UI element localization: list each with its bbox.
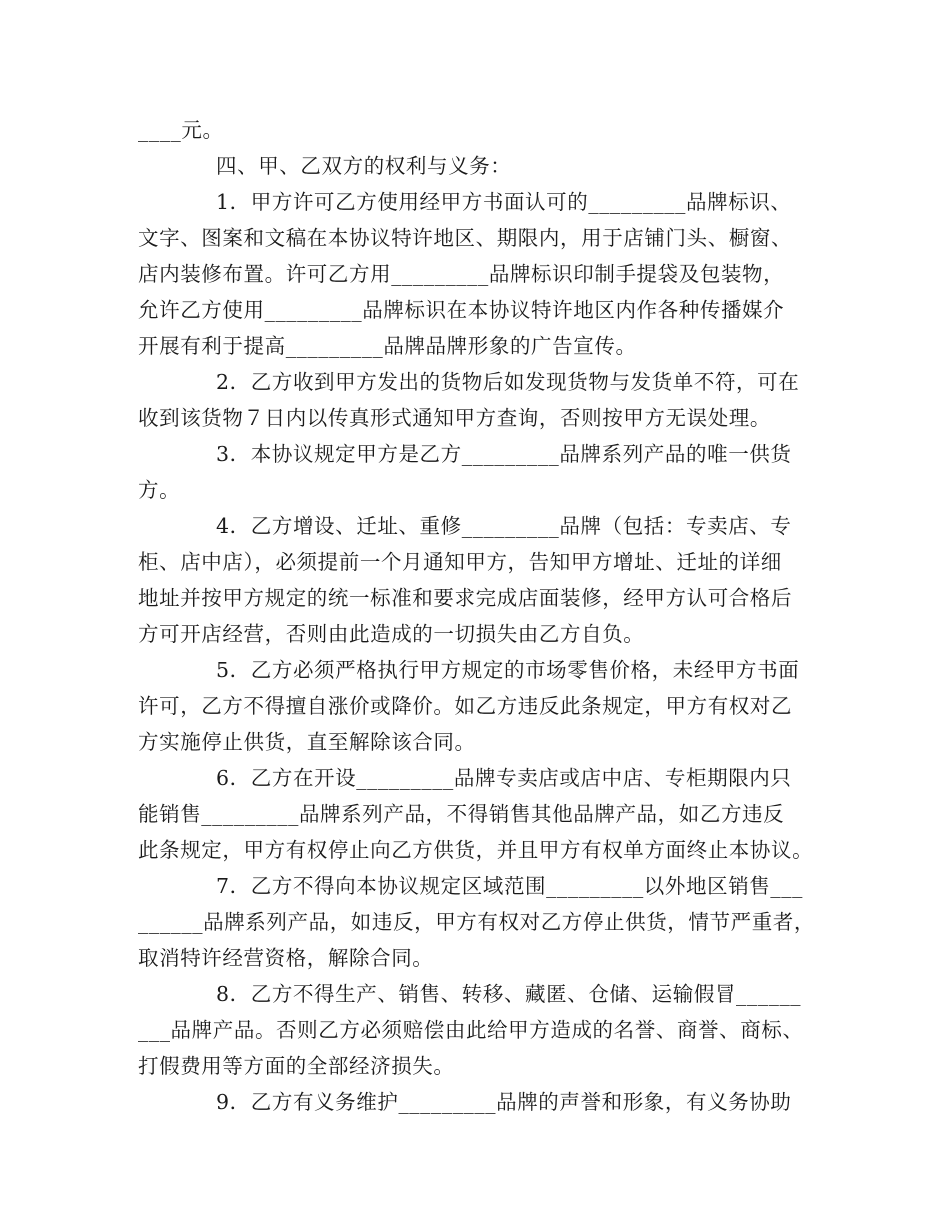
clause-4-line-1: 4．乙方增设、迁址、重修_________品牌（包括：专卖店、专 — [216, 514, 792, 538]
clause-6-line-3: 此条规定，甲方有权停止向乙方供货，并且甲方有权单方面终止本协议。 — [138, 838, 814, 862]
clause-4-line-2: 柜、店中店），必须提前一个月通知甲方，告知甲方增址、迁址的详细 — [138, 550, 782, 574]
text-line: ____元。 — [138, 118, 224, 142]
clause-1-line-2: 文字、图案和文稿在本协议特许地区、期限内，用于店铺门头、橱窗、 — [138, 226, 793, 250]
clause-4-line-3: 地址并按甲方规定的统一标准和要求完成店面装修，经甲方认可合格后 — [138, 586, 793, 610]
clause-2-line-1: 2．乙方收到甲方发出的货物后如发现货物与发货单不符，可在 — [216, 370, 800, 394]
clause-1-line-4: 允许乙方使用_________品牌标识在本协议特许地区内作各种传播媒介 — [138, 298, 785, 322]
clause-1-line-3: 店内装修布置。许可乙方用_________品牌标识印制手提袋及包装物， — [138, 262, 785, 286]
clause-7-line-3: 取消特许经营资格，解除合同。 — [138, 946, 434, 970]
clause-4-line-4: 方可开店经营，否则由此造成的一切损失由乙方自负。 — [138, 622, 645, 646]
clause-6-line-2: 能销售_________品牌系列产品，不得销售其他品牌产品，如乙方违反 — [138, 802, 785, 826]
clause-3-line-1: 3．本协议规定甲方是乙方_________品牌系列产品的唯一供货 — [216, 442, 792, 466]
clause-7-line-2: ______品牌系列产品，如违反，甲方有权对乙方停止供货，情节严重者， — [138, 910, 815, 934]
clause-7-line-1: 7．乙方不得向本协议规定区域范围_________以外地区销售___ — [216, 874, 803, 898]
clause-9-line-1: 9．乙方有义务维护_________品牌的声誉和形象，有义务协助 — [216, 1090, 792, 1114]
clause-8-line-1: 8．乙方不得生产、销售、转移、藏匿、仓储、运输假冒______ — [216, 982, 802, 1006]
clause-5-line-2: 许可，乙方不得擅自涨价或降价。如乙方违反此条规定，甲方有权对乙 — [138, 694, 793, 718]
clause-1-line-5: 开展有利于提高_________品牌品牌形象的广告宣传。 — [138, 334, 637, 358]
clause-8-line-3: 打假费用等方面的全部经济损失。 — [138, 1054, 455, 1078]
clause-3-line-2: 方。 — [138, 478, 181, 502]
clause-2-line-2: 收到该货物７日内以传真形式通知甲方查询，否则按甲方无误处理。 — [138, 406, 771, 430]
clause-1-line-1: 1．甲方许可乙方使用经甲方书面认可的_________品牌标识、 — [216, 190, 792, 214]
clause-5-line-3: 方实施停止供货，直至解除该合同。 — [138, 730, 476, 754]
clause-6-line-1: 6．乙方在开设_________品牌专卖店或店中店、专柜期限内只 — [216, 766, 792, 790]
clause-5-line-1: 5．乙方必须严格执行甲方规定的市场零售价格，未经甲方书面 — [216, 658, 800, 682]
section-heading: 四、甲、乙双方的权利与义务： — [216, 154, 512, 178]
clause-8-line-2: ___品牌产品。否则乙方必须赔偿由此给甲方造成的名誉、商誉、商标、 — [138, 1018, 804, 1042]
